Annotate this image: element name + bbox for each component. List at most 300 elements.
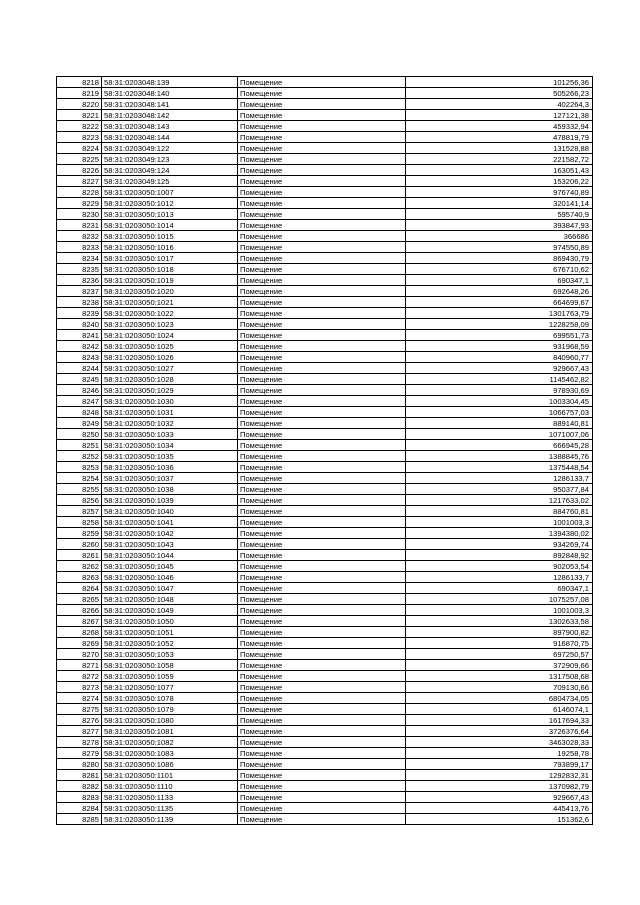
cadastral-number-cell: 58:31:0203050:1033 — [102, 429, 238, 440]
table-row — [57, 286, 593, 297]
table-row — [57, 110, 593, 121]
object-type-cell: Помещение — [238, 319, 406, 330]
cadastral-value-cell: 372909,66 — [406, 660, 593, 671]
table-row — [57, 506, 593, 517]
row-number-cell: 8249 — [57, 418, 102, 429]
cadastral-value-cell: 445413,76 — [406, 803, 593, 814]
row-number-cell: 8253 — [57, 462, 102, 473]
object-type-cell: Помещение — [238, 506, 406, 517]
table-row — [57, 803, 593, 814]
cadastral-value-cell: 163051,43 — [406, 165, 593, 176]
cadastral-value-cell: 595740,9 — [406, 209, 593, 220]
cadastral-number-cell: 58:31:0203050:1083 — [102, 748, 238, 759]
cadastral-value-cell: 1075257,08 — [406, 594, 593, 605]
cadastral-number-cell: 58:31:0203050:1014 — [102, 220, 238, 231]
cadastral-value-cell: 1145462,82 — [406, 374, 593, 385]
row-number-cell: 8266 — [57, 605, 102, 616]
object-type-cell: Помещение — [238, 440, 406, 451]
object-type-cell: Помещение — [238, 495, 406, 506]
row-number-cell: 8254 — [57, 473, 102, 484]
cadastral-value-cell: 1302633,58 — [406, 616, 593, 627]
object-type-cell: Помещение — [238, 649, 406, 660]
cadastral-value-cell: 690347,1 — [406, 583, 593, 594]
object-type-cell: Помещение — [238, 473, 406, 484]
cadastral-number-cell: 58:31:0203050:1007 — [102, 187, 238, 198]
row-number-cell: 8280 — [57, 759, 102, 770]
cadastral-number-cell: 58:31:0203050:1059 — [102, 671, 238, 682]
object-type-cell: Помещение — [238, 396, 406, 407]
cadastral-number-cell: 58:31:0203050:1086 — [102, 759, 238, 770]
row-number-cell: 8279 — [57, 748, 102, 759]
object-type-cell: Помещение — [238, 429, 406, 440]
cadastral-value-cell: 3726376,64 — [406, 726, 593, 737]
table-row — [57, 748, 593, 759]
cadastral-number-cell: 58:31:0203050:1019 — [102, 275, 238, 286]
cadastral-number-cell: 58:31:0203050:1045 — [102, 561, 238, 572]
cadastral-value-cell: 929667,43 — [406, 363, 593, 374]
row-number-cell: 8262 — [57, 561, 102, 572]
cadastral-value-cell: 1001003,3 — [406, 605, 593, 616]
table-row — [57, 231, 593, 242]
table-row — [57, 616, 593, 627]
table-row — [57, 484, 593, 495]
row-number-cell: 8285 — [57, 814, 102, 825]
object-type-cell: Помещение — [238, 385, 406, 396]
row-number-cell: 8283 — [57, 792, 102, 803]
row-number-cell: 8241 — [57, 330, 102, 341]
object-type-cell: Помещение — [238, 539, 406, 550]
row-number-cell: 8277 — [57, 726, 102, 737]
table-row — [57, 495, 593, 506]
cadastral-value-cell: 709130,66 — [406, 682, 593, 693]
cadastral-value-cell: 902053,54 — [406, 561, 593, 572]
cadastral-value-cell: 1388845,76 — [406, 451, 593, 462]
row-number-cell: 8251 — [57, 440, 102, 451]
table-row — [57, 517, 593, 528]
cadastral-number-cell: 58:31:0203050:1021 — [102, 297, 238, 308]
cadastral-number-cell: 58:31:0203048:144 — [102, 132, 238, 143]
table-row — [57, 528, 593, 539]
object-type-cell: Помещение — [238, 253, 406, 264]
cadastral-number-cell: 58:31:0203050:1058 — [102, 660, 238, 671]
table-row — [57, 319, 593, 330]
row-number-cell: 8265 — [57, 594, 102, 605]
row-number-cell: 8275 — [57, 704, 102, 715]
cadastral-value-cell: 884760,81 — [406, 506, 593, 517]
object-type-cell: Помещение — [238, 374, 406, 385]
cadastral-value-cell: 978930,69 — [406, 385, 593, 396]
cadastral-value-cell: 1286133,7 — [406, 473, 593, 484]
row-number-cell: 8240 — [57, 319, 102, 330]
object-type-cell: Помещение — [238, 517, 406, 528]
table-row — [57, 99, 593, 110]
object-type-cell: Помещение — [238, 110, 406, 121]
cadastral-number-cell: 58:31:0203049:125 — [102, 176, 238, 187]
table-row — [57, 473, 593, 484]
table-row — [57, 737, 593, 748]
row-number-cell: 8258 — [57, 517, 102, 528]
cadastral-number-cell: 58:31:0203050:1048 — [102, 594, 238, 605]
table-row — [57, 374, 593, 385]
cadastral-number-cell: 58:31:0203050:1037 — [102, 473, 238, 484]
object-type-cell: Помещение — [238, 781, 406, 792]
object-type-cell: Помещение — [238, 77, 406, 88]
table-row — [57, 770, 593, 781]
cadastral-value-cell: 889140,81 — [406, 418, 593, 429]
cadastral-value-cell: 1217633,02 — [406, 495, 593, 506]
object-type-cell: Помещение — [238, 550, 406, 561]
cadastral-number-cell: 58:31:0203048:143 — [102, 121, 238, 132]
cadastral-number-cell: 58:31:0203050:1035 — [102, 451, 238, 462]
object-type-cell: Помещение — [238, 759, 406, 770]
table-row — [57, 121, 593, 132]
table-row — [57, 682, 593, 693]
row-number-cell: 8230 — [57, 209, 102, 220]
cadastral-value-cell: 1003304,45 — [406, 396, 593, 407]
row-number-cell: 8276 — [57, 715, 102, 726]
cadastral-number-cell: 58:31:0203050:1025 — [102, 341, 238, 352]
cadastral-value-cell: 690347,1 — [406, 275, 593, 286]
table-row — [57, 781, 593, 792]
row-number-cell: 8237 — [57, 286, 102, 297]
cadastral-value-cell: 1066757,03 — [406, 407, 593, 418]
cadastral-value-cell: 131528,88 — [406, 143, 593, 154]
cadastral-value-cell: 1001003,3 — [406, 517, 593, 528]
object-type-cell: Помещение — [238, 737, 406, 748]
table-row — [57, 88, 593, 99]
cadastral-value-cell: 1286133,7 — [406, 572, 593, 583]
object-type-cell: Помещение — [238, 462, 406, 473]
cadastral-value-cell: 6146074,1 — [406, 704, 593, 715]
object-type-cell: Помещение — [238, 407, 406, 418]
object-type-cell: Помещение — [238, 99, 406, 110]
row-number-cell: 8259 — [57, 528, 102, 539]
table-row — [57, 792, 593, 803]
row-number-cell: 8232 — [57, 231, 102, 242]
row-number-cell: 8281 — [57, 770, 102, 781]
cadastral-value-cell: 320141,14 — [406, 198, 593, 209]
row-number-cell: 8222 — [57, 121, 102, 132]
table-row — [57, 154, 593, 165]
table-row — [57, 440, 593, 451]
object-type-cell: Помещение — [238, 605, 406, 616]
cadastral-value-cell: 793899,17 — [406, 759, 593, 770]
cadastral-number-cell: 58:31:0203050:1044 — [102, 550, 238, 561]
cadastral-number-cell: 58:31:0203050:1042 — [102, 528, 238, 539]
table-row — [57, 385, 593, 396]
row-number-cell: 8243 — [57, 352, 102, 363]
cadastral-value-cell: 127121,38 — [406, 110, 593, 121]
row-number-cell: 8229 — [57, 198, 102, 209]
row-number-cell: 8246 — [57, 385, 102, 396]
row-number-cell: 8261 — [57, 550, 102, 561]
cadastral-value-cell: 1317508,68 — [406, 671, 593, 682]
cadastral-value-cell: 666945,28 — [406, 440, 593, 451]
cadastral-number-cell: 58:31:0203050:1028 — [102, 374, 238, 385]
row-number-cell: 8239 — [57, 308, 102, 319]
row-number-cell: 8284 — [57, 803, 102, 814]
cadastral-value-cell: 976740,89 — [406, 187, 593, 198]
object-type-cell: Помещение — [238, 242, 406, 253]
row-number-cell: 8242 — [57, 341, 102, 352]
table-row — [57, 693, 593, 704]
row-number-cell: 8269 — [57, 638, 102, 649]
cadastral-value-cell: 1375448,54 — [406, 462, 593, 473]
cadastral-value-cell: 1292832,31 — [406, 770, 593, 781]
cadastral-number-cell: 58:31:0203050:1139 — [102, 814, 238, 825]
cadastral-number-cell: 58:31:0203050:1029 — [102, 385, 238, 396]
cadastral-number-cell: 58:31:0203050:1078 — [102, 693, 238, 704]
row-number-cell: 8272 — [57, 671, 102, 682]
cadastral-value-cell: 459332,94 — [406, 121, 593, 132]
cadastral-value-cell: 699551,73 — [406, 330, 593, 341]
table-row — [57, 352, 593, 363]
table-row — [57, 330, 593, 341]
object-type-cell: Помещение — [238, 616, 406, 627]
cadastral-number-cell: 58:31:0203048:140 — [102, 88, 238, 99]
cadastral-value-cell: 929667,43 — [406, 792, 593, 803]
object-type-cell: Помещение — [238, 704, 406, 715]
object-type-cell: Помещение — [238, 528, 406, 539]
object-type-cell: Помещение — [238, 660, 406, 671]
object-type-cell: Помещение — [238, 132, 406, 143]
object-type-cell: Помещение — [238, 627, 406, 638]
row-number-cell: 8238 — [57, 297, 102, 308]
table-body — [57, 77, 593, 825]
row-number-cell: 8267 — [57, 616, 102, 627]
cadastral-number-cell: 58:31:0203050:1027 — [102, 363, 238, 374]
cadastral-value-cell: 1394380,02 — [406, 528, 593, 539]
row-number-cell: 8250 — [57, 429, 102, 440]
row-number-cell: 8282 — [57, 781, 102, 792]
cadastral-value-cell: 676710,62 — [406, 264, 593, 275]
cadastral-number-cell: 58:31:0203050:1032 — [102, 418, 238, 429]
row-number-cell: 8228 — [57, 187, 102, 198]
cadastral-value-cell: 366686 — [406, 231, 593, 242]
object-type-cell: Помещение — [238, 308, 406, 319]
table-row — [57, 715, 593, 726]
object-type-cell: Помещение — [238, 594, 406, 605]
object-type-cell: Помещение — [238, 275, 406, 286]
row-number-cell: 8233 — [57, 242, 102, 253]
table-row — [57, 363, 593, 374]
row-number-cell: 8218 — [57, 77, 102, 88]
row-number-cell: 8236 — [57, 275, 102, 286]
cadastral-number-cell: 58:31:0203049:123 — [102, 154, 238, 165]
table-row — [57, 726, 593, 737]
table-row — [57, 77, 593, 88]
cadastral-value-cell: 892848,92 — [406, 550, 593, 561]
row-number-cell: 8225 — [57, 154, 102, 165]
cadastral-number-cell: 58:31:0203050:1077 — [102, 682, 238, 693]
cadastral-number-cell: 58:31:0203048:141 — [102, 99, 238, 110]
cadastral-value-cell: 897900,82 — [406, 627, 593, 638]
object-type-cell: Помещение — [238, 286, 406, 297]
object-type-cell: Помещение — [238, 209, 406, 220]
cadastral-number-cell: 58:31:0203049:122 — [102, 143, 238, 154]
object-type-cell: Помещение — [238, 154, 406, 165]
cadastral-value-cell: 1071007,06 — [406, 429, 593, 440]
row-number-cell: 8227 — [57, 176, 102, 187]
object-type-cell: Помещение — [238, 143, 406, 154]
row-number-cell: 8274 — [57, 693, 102, 704]
row-number-cell: 8255 — [57, 484, 102, 495]
object-type-cell: Помещение — [238, 264, 406, 275]
object-type-cell: Помещение — [238, 792, 406, 803]
cadastral-value-cell: 221582,72 — [406, 154, 593, 165]
object-type-cell: Помещение — [238, 187, 406, 198]
cadastral-number-cell: 58:31:0203050:1079 — [102, 704, 238, 715]
table-row — [57, 297, 593, 308]
row-number-cell: 8278 — [57, 737, 102, 748]
cadastral-number-cell: 58:31:0203050:1024 — [102, 330, 238, 341]
object-type-cell: Помещение — [238, 484, 406, 495]
object-type-cell: Помещение — [238, 418, 406, 429]
cadastral-number-cell: 58:31:0203050:1038 — [102, 484, 238, 495]
table-row — [57, 605, 593, 616]
cadastral-value-cell: 697250,57 — [406, 649, 593, 660]
cadastral-number-cell: 58:31:0203050:1051 — [102, 627, 238, 638]
row-number-cell: 8252 — [57, 451, 102, 462]
row-number-cell: 8234 — [57, 253, 102, 264]
table-row — [57, 132, 593, 143]
object-type-cell: Помещение — [238, 693, 406, 704]
table-row — [57, 462, 593, 473]
object-type-cell: Помещение — [238, 88, 406, 99]
cadastral-number-cell: 58:31:0203050:1041 — [102, 517, 238, 528]
row-number-cell: 8256 — [57, 495, 102, 506]
object-type-cell: Помещение — [238, 715, 406, 726]
table-row — [57, 649, 593, 660]
table-row — [57, 583, 593, 594]
object-type-cell: Помещение — [238, 638, 406, 649]
cadastral-number-cell: 58:31:0203050:1026 — [102, 352, 238, 363]
table-row — [57, 814, 593, 825]
cadastral-number-cell: 58:31:0203050:1053 — [102, 649, 238, 660]
cadastral-number-cell: 58:31:0203050:1039 — [102, 495, 238, 506]
cadastral-number-cell: 58:31:0203050:1080 — [102, 715, 238, 726]
cadastral-number-cell: 58:31:0203050:1052 — [102, 638, 238, 649]
table-row — [57, 572, 593, 583]
row-number-cell: 8223 — [57, 132, 102, 143]
row-number-cell: 8245 — [57, 374, 102, 385]
table-row — [57, 275, 593, 286]
table-row — [57, 308, 593, 319]
cadastral-number-cell: 58:31:0203050:1101 — [102, 770, 238, 781]
object-type-cell: Помещение — [238, 726, 406, 737]
cadastral-number-cell: 58:31:0203050:1047 — [102, 583, 238, 594]
cadastral-number-cell: 58:31:0203050:1081 — [102, 726, 238, 737]
cadastral-number-cell: 58:31:0203050:1050 — [102, 616, 238, 627]
cadastral-number-cell: 58:31:0203050:1133 — [102, 792, 238, 803]
table-row — [57, 165, 593, 176]
cadastral-number-cell: 58:31:0203048:139 — [102, 77, 238, 88]
cadastral-number-cell: 58:31:0203050:1016 — [102, 242, 238, 253]
object-type-cell: Помещение — [238, 770, 406, 781]
object-type-cell: Помещение — [238, 330, 406, 341]
cadastral-number-cell: 58:31:0203050:1135 — [102, 803, 238, 814]
object-type-cell: Помещение — [238, 231, 406, 242]
cadastral-value-cell: 869430,79 — [406, 253, 593, 264]
table-row — [57, 539, 593, 550]
cadastral-value-cell: 101256,36 — [406, 77, 593, 88]
cadastral-number-cell: 58:31:0203050:1030 — [102, 396, 238, 407]
cadastral-value-cell: 19258,78 — [406, 748, 593, 759]
object-type-cell: Помещение — [238, 176, 406, 187]
cadastral-value-cell: 1370982,79 — [406, 781, 593, 792]
table-row — [57, 594, 593, 605]
row-number-cell: 8273 — [57, 682, 102, 693]
object-type-cell: Помещение — [238, 165, 406, 176]
object-type-cell: Помещение — [238, 363, 406, 374]
row-number-cell: 8260 — [57, 539, 102, 550]
row-number-cell: 8221 — [57, 110, 102, 121]
cadastral-value-cell: 664699,67 — [406, 297, 593, 308]
cadastral-value-cell: 916870,75 — [406, 638, 593, 649]
object-type-cell: Помещение — [238, 561, 406, 572]
table-row — [57, 561, 593, 572]
row-number-cell: 8264 — [57, 583, 102, 594]
cadastral-value-cell: 974550,89 — [406, 242, 593, 253]
cadastral-number-cell: 58:31:0203050:1023 — [102, 319, 238, 330]
cadastral-value-cell: 950377,84 — [406, 484, 593, 495]
cadastral-number-cell: 58:31:0203050:1082 — [102, 737, 238, 748]
object-type-cell: Помещение — [238, 352, 406, 363]
cadastral-number-cell: 58:31:0203050:1013 — [102, 209, 238, 220]
cadastral-number-cell: 58:31:0203050:1022 — [102, 308, 238, 319]
cadastral-value-cell: 3463028,33 — [406, 737, 593, 748]
cadastral-value-cell: 1301763,79 — [406, 308, 593, 319]
row-number-cell: 8224 — [57, 143, 102, 154]
object-type-cell: Помещение — [238, 297, 406, 308]
table-row — [57, 220, 593, 231]
table-row — [57, 253, 593, 264]
object-type-cell: Помещение — [238, 220, 406, 231]
table-row — [57, 660, 593, 671]
table-row — [57, 418, 593, 429]
table-row — [57, 198, 593, 209]
row-number-cell: 8248 — [57, 407, 102, 418]
cadastral-number-cell: 58:31:0203050:1017 — [102, 253, 238, 264]
table-row — [57, 704, 593, 715]
table-row — [57, 176, 593, 187]
row-number-cell: 8226 — [57, 165, 102, 176]
object-type-cell: Помещение — [238, 671, 406, 682]
cadastral-number-cell: 58:31:0203050:1049 — [102, 605, 238, 616]
table-row — [57, 638, 593, 649]
object-type-cell: Помещение — [238, 121, 406, 132]
table-row — [57, 242, 593, 253]
cadastral-number-cell: 58:31:0203050:1015 — [102, 231, 238, 242]
cadastral-number-cell: 58:31:0203050:1020 — [102, 286, 238, 297]
row-number-cell: 8235 — [57, 264, 102, 275]
object-type-cell: Помещение — [238, 572, 406, 583]
table-row — [57, 396, 593, 407]
cadastral-value-cell: 840960,77 — [406, 352, 593, 363]
cadastral-value-cell: 393847,93 — [406, 220, 593, 231]
table-row — [57, 759, 593, 770]
cadastral-value-cell: 934269,74 — [406, 539, 593, 550]
object-type-cell: Помещение — [238, 803, 406, 814]
cadastral-number-cell: 58:31:0203049:124 — [102, 165, 238, 176]
cadastral-value-cell: 692648,26 — [406, 286, 593, 297]
cadastral-number-cell: 58:31:0203050:1018 — [102, 264, 238, 275]
cadastral-number-cell: 58:31:0203050:1040 — [102, 506, 238, 517]
row-number-cell: 8244 — [57, 363, 102, 374]
object-type-cell: Помещение — [238, 583, 406, 594]
table-row — [57, 264, 593, 275]
cadastral-number-cell: 58:31:0203050:1036 — [102, 462, 238, 473]
